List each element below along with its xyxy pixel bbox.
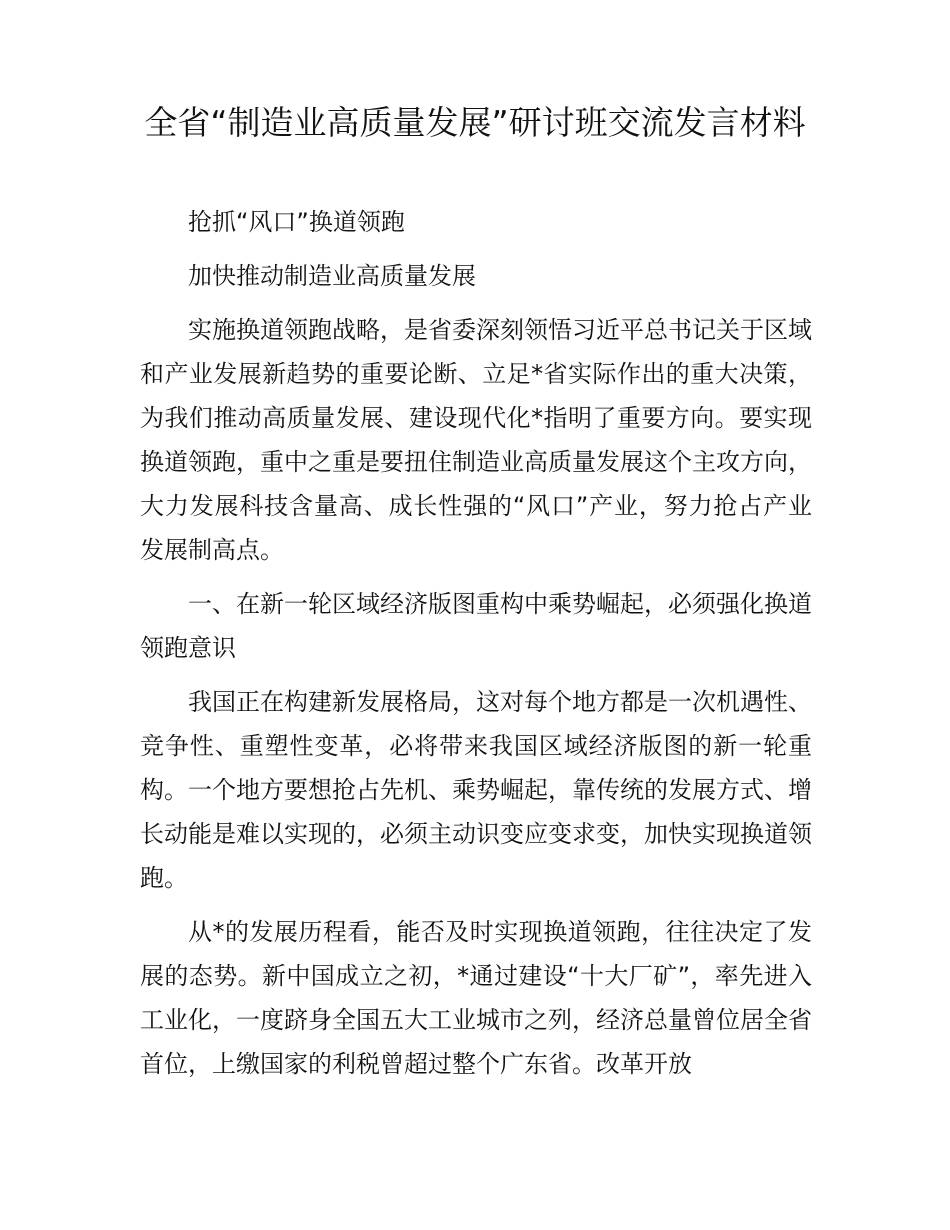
subtitle-line-2: 加快推动制造业高质量发展 — [188, 262, 476, 290]
paragraph-intro: 实施换道领跑战略，是省委深刻领悟习近平总书记关于区域和产业发展新趋势的重要论断、立足*省实际作出的重大决策，为我们推动高质量发展、建设现代化*指明了重要方向。要实现换道领跑，重中之重是要扭住制造业高质量发展这个主攻方向，大力发展科技含量高、成长性强的“风口”产业，努力抢占产业发展制高点。 — [140, 316, 812, 564]
document-body — [140, 200, 812, 1086]
section-heading-1: 一、在新一轮区域经济版图重构中乘势崛起，必须强化换道领跑意识 — [140, 590, 812, 662]
subtitle-line-1: 抢抓“风口”换道领跑 — [188, 208, 405, 236]
paragraph-section-1-a: 我国正在构建新发展格局，这对每个地方都是一次机遇性、竞争性、重塑性变革，必将带来我国区域经济版图的新一轮重构。一个地方要想抢占先机、乘势崛起，靠传统的发展方式、增长动能是难以实现的，必须主动识变应变求变，加快实现换道领跑。 — [140, 688, 812, 892]
document-title: 全省“制造业高质量发展”研讨班交流发言材料 — [144, 103, 806, 142]
paragraph-section-1-b: 从*的发展历程看，能否及时实现换道领跑，往往决定了发展的态势。新中国成立之初，*通过建设“十大厂矿”，率先进入工业化，一度跻身全国五大工业城市之列，经济总量曾位居全省首位，上缴国家的利税曾超过整个广东省。改革开放 — [140, 918, 812, 1078]
